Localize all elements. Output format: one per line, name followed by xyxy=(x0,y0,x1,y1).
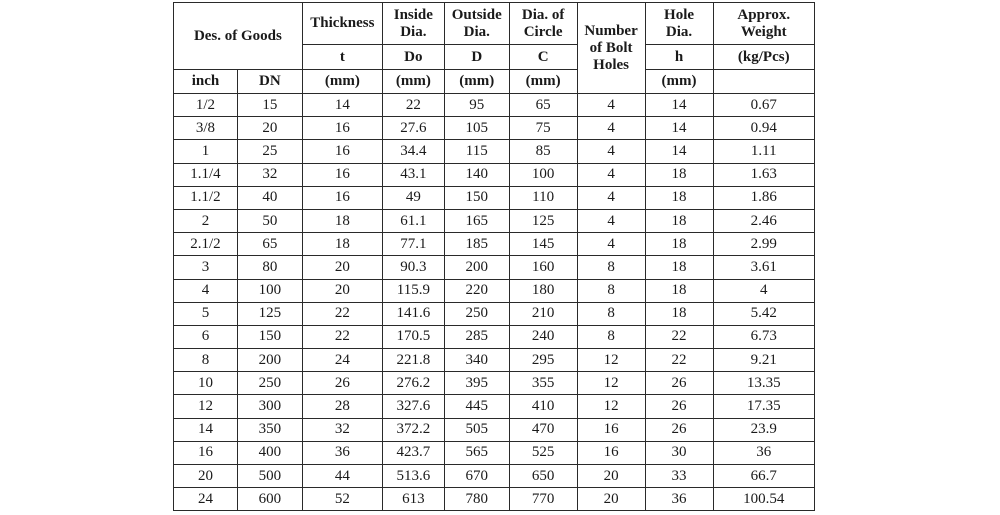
cell-bolt-holes: 20 xyxy=(577,488,645,511)
cell-hole-dia: 14 xyxy=(645,94,713,117)
table-row xyxy=(174,488,815,511)
cell-thickness: 16 xyxy=(302,163,382,186)
header-inside-dia: Inside Dia. xyxy=(382,3,444,45)
cell-outside-dia: 340 xyxy=(444,349,509,372)
cell-hole-dia: 26 xyxy=(645,395,713,418)
cell-dia-of-circle: 355 xyxy=(509,372,577,395)
cell-dn: 500 xyxy=(237,465,302,488)
cell-bolt-holes: 4 xyxy=(577,186,645,209)
cell-outside-dia: 670 xyxy=(444,465,509,488)
table-row xyxy=(174,325,815,348)
cell-hole-dia: 18 xyxy=(645,186,713,209)
cell-dn: 300 xyxy=(237,395,302,418)
cell-outside-dia: 185 xyxy=(444,233,509,256)
cell-thickness: 16 xyxy=(302,186,382,209)
cell-bolt-holes: 12 xyxy=(577,395,645,418)
cell-outside-dia: 285 xyxy=(444,325,509,348)
cell-weight: 66.7 xyxy=(713,465,815,488)
cell-outside-dia: 200 xyxy=(444,256,509,279)
cell-weight: 6.73 xyxy=(713,325,815,348)
cell-hole-dia: 30 xyxy=(645,441,713,464)
cell-bolt-holes: 4 xyxy=(577,163,645,186)
cell-thickness: 44 xyxy=(302,465,382,488)
header-dia-of-circle-unit: (mm) xyxy=(509,70,577,94)
cell-dia-of-circle: 770 xyxy=(509,488,577,511)
cell-inside-dia: 22 xyxy=(382,94,444,117)
cell-thickness: 36 xyxy=(302,441,382,464)
cell-inside-dia: 77.1 xyxy=(382,233,444,256)
cell-dia-of-circle: 525 xyxy=(509,441,577,464)
cell-hole-dia: 18 xyxy=(645,209,713,232)
cell-bolt-holes: 4 xyxy=(577,233,645,256)
cell-inside-dia: 49 xyxy=(382,186,444,209)
table-row xyxy=(174,465,815,488)
cell-dn: 250 xyxy=(237,372,302,395)
header-outside-dia-unit: (mm) xyxy=(444,70,509,94)
cell-bolt-holes: 8 xyxy=(577,279,645,302)
table-row xyxy=(174,163,815,186)
cell-inside-dia: 221.8 xyxy=(382,349,444,372)
cell-inside-dia: 27.6 xyxy=(382,117,444,140)
header-dia-of-circle: Dia. of Circle xyxy=(509,3,577,45)
cell-inch: 4 xyxy=(174,279,238,302)
cell-thickness: 20 xyxy=(302,279,382,302)
cell-inch: 20 xyxy=(174,465,238,488)
cell-inch: 12 xyxy=(174,395,238,418)
cell-outside-dia: 445 xyxy=(444,395,509,418)
cell-weight: 17.35 xyxy=(713,395,815,418)
cell-dia-of-circle: 650 xyxy=(509,465,577,488)
cell-inside-dia: 327.6 xyxy=(382,395,444,418)
cell-outside-dia: 140 xyxy=(444,163,509,186)
cell-hole-dia: 18 xyxy=(645,279,713,302)
cell-bolt-holes: 4 xyxy=(577,140,645,163)
cell-inside-dia: 170.5 xyxy=(382,325,444,348)
cell-bolt-holes: 20 xyxy=(577,465,645,488)
cell-hole-dia: 33 xyxy=(645,465,713,488)
cell-weight: 1.11 xyxy=(713,140,815,163)
cell-dia-of-circle: 125 xyxy=(509,209,577,232)
cell-hole-dia: 22 xyxy=(645,349,713,372)
cell-thickness: 32 xyxy=(302,418,382,441)
table-row xyxy=(174,117,815,140)
table-row xyxy=(174,209,815,232)
cell-thickness: 16 xyxy=(302,117,382,140)
cell-weight: 5.42 xyxy=(713,302,815,325)
cell-outside-dia: 220 xyxy=(444,279,509,302)
cell-dn: 15 xyxy=(237,94,302,117)
flange-spec-table xyxy=(173,2,815,511)
cell-thickness: 22 xyxy=(302,302,382,325)
cell-hole-dia: 14 xyxy=(645,117,713,140)
table-row xyxy=(174,233,815,256)
cell-outside-dia: 150 xyxy=(444,186,509,209)
header-dn: DN xyxy=(237,70,302,94)
cell-dn: 100 xyxy=(237,279,302,302)
cell-inch: 1 xyxy=(174,140,238,163)
cell-inch: 1.1/2 xyxy=(174,186,238,209)
cell-thickness: 24 xyxy=(302,349,382,372)
cell-outside-dia: 95 xyxy=(444,94,509,117)
table-row xyxy=(174,349,815,372)
cell-inch: 6 xyxy=(174,325,238,348)
cell-bolt-holes: 8 xyxy=(577,302,645,325)
cell-thickness: 52 xyxy=(302,488,382,511)
cell-weight: 2.46 xyxy=(713,209,815,232)
cell-dia-of-circle: 85 xyxy=(509,140,577,163)
cell-dn: 80 xyxy=(237,256,302,279)
cell-weight: 0.67 xyxy=(713,94,815,117)
cell-thickness: 16 xyxy=(302,140,382,163)
cell-weight: 23.9 xyxy=(713,418,815,441)
cell-weight: 4 xyxy=(713,279,815,302)
table-row xyxy=(174,395,815,418)
cell-outside-dia: 105 xyxy=(444,117,509,140)
table-row xyxy=(174,256,815,279)
table-body xyxy=(174,94,815,511)
cell-inch: 5 xyxy=(174,302,238,325)
cell-bolt-holes: 16 xyxy=(577,418,645,441)
cell-outside-dia: 165 xyxy=(444,209,509,232)
cell-inside-dia: 34.4 xyxy=(382,140,444,163)
cell-dn: 65 xyxy=(237,233,302,256)
cell-dn: 125 xyxy=(237,302,302,325)
table-row xyxy=(174,418,815,441)
cell-outside-dia: 505 xyxy=(444,418,509,441)
cell-weight: 36 xyxy=(713,441,815,464)
cell-weight: 100.54 xyxy=(713,488,815,511)
cell-weight: 13.35 xyxy=(713,372,815,395)
header-inch: inch xyxy=(174,70,238,94)
cell-dn: 150 xyxy=(237,325,302,348)
cell-weight: 0.94 xyxy=(713,117,815,140)
cell-dn: 32 xyxy=(237,163,302,186)
cell-outside-dia: 565 xyxy=(444,441,509,464)
cell-dn: 40 xyxy=(237,186,302,209)
header-outside-dia: Outside Dia. xyxy=(444,3,509,45)
table-row xyxy=(174,279,815,302)
cell-dia-of-circle: 295 xyxy=(509,349,577,372)
cell-dn: 600 xyxy=(237,488,302,511)
cell-hole-dia: 26 xyxy=(645,372,713,395)
cell-inch: 3 xyxy=(174,256,238,279)
cell-inside-dia: 115.9 xyxy=(382,279,444,302)
header-des-of-goods: Des. of Goods xyxy=(174,3,303,70)
cell-inch: 10 xyxy=(174,372,238,395)
cell-hole-dia: 14 xyxy=(645,140,713,163)
cell-inch: 2.1/2 xyxy=(174,233,238,256)
cell-inside-dia: 276.2 xyxy=(382,372,444,395)
cell-weight: 1.63 xyxy=(713,163,815,186)
cell-inch: 3/8 xyxy=(174,117,238,140)
cell-dia-of-circle: 410 xyxy=(509,395,577,418)
header-thickness: Thickness xyxy=(302,3,382,45)
cell-thickness: 26 xyxy=(302,372,382,395)
cell-outside-dia: 115 xyxy=(444,140,509,163)
cell-inch: 1.1/4 xyxy=(174,163,238,186)
header-approx-weight: Approx. Weight xyxy=(713,3,815,45)
header-inside-dia-unit: (mm) xyxy=(382,70,444,94)
cell-thickness: 18 xyxy=(302,209,382,232)
header-weight-unit: (kg/Pcs) xyxy=(713,45,815,70)
cell-dn: 400 xyxy=(237,441,302,464)
cell-dn: 50 xyxy=(237,209,302,232)
cell-bolt-holes: 8 xyxy=(577,256,645,279)
cell-dia-of-circle: 145 xyxy=(509,233,577,256)
header-hole-dia-symbol: h xyxy=(645,45,713,70)
cell-weight: 9.21 xyxy=(713,349,815,372)
cell-hole-dia: 18 xyxy=(645,163,713,186)
cell-dia-of-circle: 65 xyxy=(509,94,577,117)
cell-dia-of-circle: 160 xyxy=(509,256,577,279)
cell-hole-dia: 26 xyxy=(645,418,713,441)
cell-inside-dia: 90.3 xyxy=(382,256,444,279)
cell-dia-of-circle: 75 xyxy=(509,117,577,140)
header-thickness-symbol: t xyxy=(302,45,382,70)
header-outside-dia-symbol: D xyxy=(444,45,509,70)
header-weight-empty xyxy=(713,70,815,94)
cell-dia-of-circle: 110 xyxy=(509,186,577,209)
cell-dia-of-circle: 210 xyxy=(509,302,577,325)
cell-bolt-holes: 4 xyxy=(577,117,645,140)
cell-dn: 350 xyxy=(237,418,302,441)
cell-hole-dia: 18 xyxy=(645,302,713,325)
cell-bolt-holes: 4 xyxy=(577,94,645,117)
cell-outside-dia: 780 xyxy=(444,488,509,511)
cell-inch: 24 xyxy=(174,488,238,511)
cell-inside-dia: 372.2 xyxy=(382,418,444,441)
cell-inch: 8 xyxy=(174,349,238,372)
header-thickness-unit: (mm) xyxy=(302,70,382,94)
cell-weight: 1.86 xyxy=(713,186,815,209)
cell-hole-dia: 22 xyxy=(645,325,713,348)
cell-dia-of-circle: 240 xyxy=(509,325,577,348)
cell-dn: 20 xyxy=(237,117,302,140)
cell-dn: 25 xyxy=(237,140,302,163)
cell-bolt-holes: 8 xyxy=(577,325,645,348)
cell-hole-dia: 18 xyxy=(645,256,713,279)
cell-inside-dia: 61.1 xyxy=(382,209,444,232)
table-row xyxy=(174,94,815,117)
cell-inch: 14 xyxy=(174,418,238,441)
cell-inside-dia: 613 xyxy=(382,488,444,511)
cell-bolt-holes: 4 xyxy=(577,209,645,232)
cell-bolt-holes: 12 xyxy=(577,349,645,372)
cell-weight: 2.99 xyxy=(713,233,815,256)
table-row xyxy=(174,302,815,325)
cell-thickness: 22 xyxy=(302,325,382,348)
cell-dia-of-circle: 470 xyxy=(509,418,577,441)
header-dia-of-circle-symbol: C xyxy=(509,45,577,70)
cell-inch: 1/2 xyxy=(174,94,238,117)
cell-thickness: 18 xyxy=(302,233,382,256)
cell-inside-dia: 513.6 xyxy=(382,465,444,488)
table-row xyxy=(174,186,815,209)
cell-inside-dia: 423.7 xyxy=(382,441,444,464)
cell-thickness: 20 xyxy=(302,256,382,279)
header-number-of-bolt-holes: Number of Bolt Holes xyxy=(577,3,645,94)
cell-outside-dia: 395 xyxy=(444,372,509,395)
header-hole-dia-unit: (mm) xyxy=(645,70,713,94)
cell-dia-of-circle: 100 xyxy=(509,163,577,186)
table-row xyxy=(174,441,815,464)
cell-bolt-holes: 12 xyxy=(577,372,645,395)
cell-thickness: 14 xyxy=(302,94,382,117)
cell-weight: 3.61 xyxy=(713,256,815,279)
cell-hole-dia: 18 xyxy=(645,233,713,256)
cell-dn: 200 xyxy=(237,349,302,372)
table-row xyxy=(174,372,815,395)
cell-inch: 16 xyxy=(174,441,238,464)
cell-thickness: 28 xyxy=(302,395,382,418)
cell-outside-dia: 250 xyxy=(444,302,509,325)
cell-inside-dia: 43.1 xyxy=(382,163,444,186)
table-row xyxy=(174,140,815,163)
cell-hole-dia: 36 xyxy=(645,488,713,511)
header-hole-dia: Hole Dia. xyxy=(645,3,713,45)
cell-bolt-holes: 16 xyxy=(577,441,645,464)
cell-inch: 2 xyxy=(174,209,238,232)
cell-dia-of-circle: 180 xyxy=(509,279,577,302)
header-inside-dia-symbol: Do xyxy=(382,45,444,70)
cell-inside-dia: 141.6 xyxy=(382,302,444,325)
